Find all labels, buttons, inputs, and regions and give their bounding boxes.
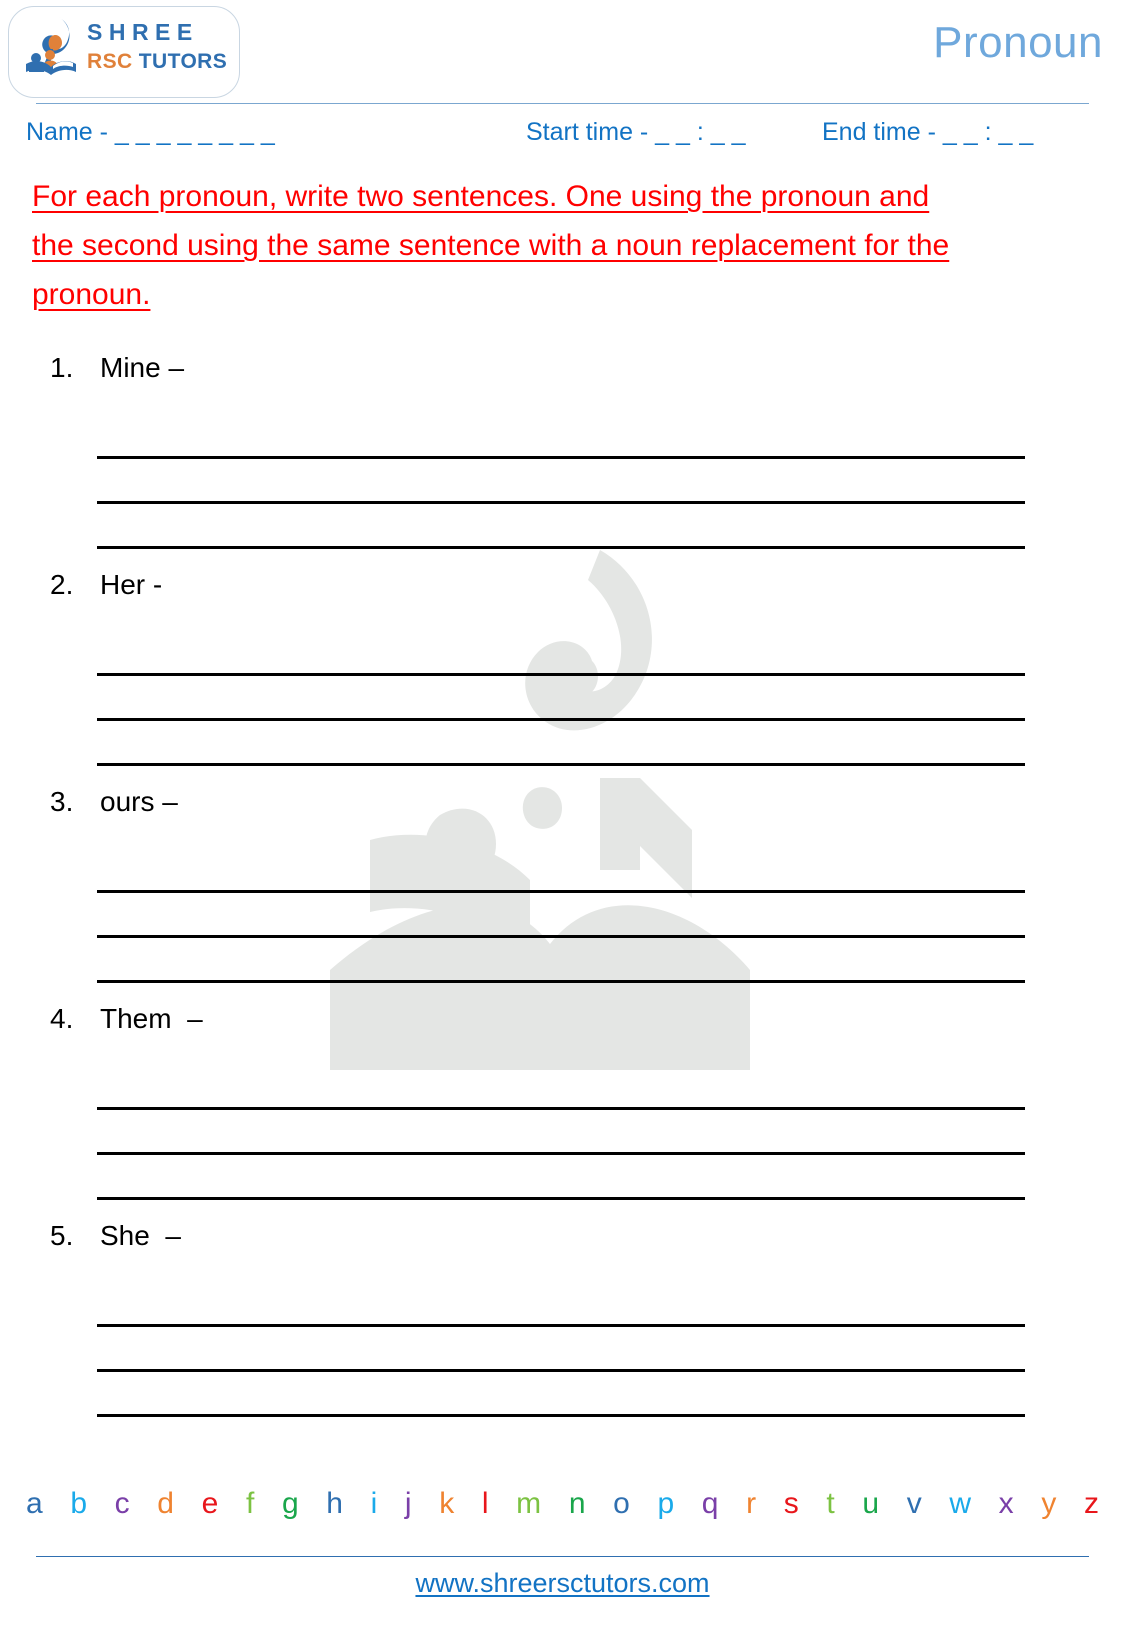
answer-line[interactable]	[97, 1065, 1025, 1110]
alphabet-letter: l	[481, 1487, 489, 1520]
start-time-field-label[interactable]: Start time - _ _ : _ _	[526, 118, 746, 146]
alphabet-letter: t	[826, 1487, 835, 1520]
answer-line[interactable]	[97, 676, 1025, 721]
answer-line[interactable]	[97, 1372, 1025, 1417]
instruction-text: For each pronoun, write two sentences. One using the pronoun and the second using the same sentence with a noun replacement for the pronoun.	[32, 180, 950, 311]
alphabet-letter: z	[1083, 1487, 1099, 1520]
question-pronoun-label: Mine –	[100, 352, 185, 383]
question-block	[0, 1003, 1125, 1220]
end-time-field-label[interactable]: End time - _ _ : _ _	[822, 118, 1034, 146]
alphabet-letter: s	[783, 1487, 799, 1520]
question-block	[0, 352, 1125, 569]
alphabet-letter: p	[657, 1487, 675, 1520]
page-title: Pronoun	[933, 18, 1103, 67]
answer-line[interactable]	[97, 1327, 1025, 1372]
answer-line[interactable]	[97, 414, 1025, 459]
header-divider	[36, 103, 1089, 104]
footer-website-link[interactable]: www.shreersctutors.com	[415, 1568, 710, 1598]
question-block	[0, 1220, 1125, 1437]
answer-line[interactable]	[97, 1155, 1025, 1200]
alphabet-letter: j	[404, 1487, 412, 1520]
question-heading	[0, 1220, 1125, 1274]
page-header	[0, 0, 1125, 104]
question-heading	[0, 786, 1125, 840]
question-number: 1.	[50, 352, 74, 383]
answer-line[interactable]	[97, 631, 1025, 676]
alphabet-letter: o	[613, 1487, 630, 1520]
logo-tutors-text: TUTORS	[138, 49, 228, 73]
question-number: 4.	[50, 1003, 74, 1034]
answer-line[interactable]	[97, 893, 1025, 938]
name-field-label[interactable]: Name - _ _ _ _ _ _ _ _	[26, 118, 275, 146]
alphabet-letter: w	[949, 1487, 972, 1520]
question-list	[0, 352, 1125, 1437]
question-number: 5.	[50, 1220, 74, 1251]
logo-secondary-text	[87, 51, 227, 72]
logo-primary-text: SHREE	[87, 18, 199, 45]
answer-line[interactable]	[97, 1110, 1025, 1155]
logo-container	[8, 6, 240, 98]
answer-lines	[97, 414, 1025, 549]
question-pronoun-label: She –	[100, 1220, 181, 1251]
alphabet-letter: k	[439, 1487, 455, 1520]
alphabet-letter: c	[114, 1487, 130, 1520]
alphabet-letter: e	[201, 1487, 219, 1520]
answer-lines	[97, 1282, 1025, 1417]
answer-lines	[97, 1065, 1025, 1200]
question-pronoun-label: Her -	[100, 569, 163, 600]
answer-line[interactable]	[97, 848, 1025, 893]
alphabet-letter: f	[245, 1487, 255, 1520]
question-pronoun-label: ours –	[100, 786, 178, 817]
alphabet-letter: b	[70, 1487, 88, 1520]
alphabet-letter: q	[701, 1487, 719, 1520]
answer-lines	[97, 631, 1025, 766]
answer-lines	[97, 848, 1025, 983]
question-number: 2.	[50, 569, 74, 600]
alphabet-letter: v	[906, 1487, 922, 1520]
shree-rsc-tutors-logo-icon	[23, 15, 79, 77]
question-number: 3.	[50, 786, 74, 817]
question-block	[0, 569, 1125, 786]
alphabet-letter: d	[157, 1487, 174, 1520]
alphabet-letter: n	[568, 1487, 586, 1520]
question-pronoun-label: Them –	[100, 1003, 203, 1034]
answer-line[interactable]	[97, 938, 1025, 983]
meta-row	[0, 118, 1125, 158]
question-heading	[0, 1003, 1125, 1057]
answer-line[interactable]	[97, 721, 1025, 766]
answer-line[interactable]	[97, 459, 1025, 504]
alphabet-letter: h	[326, 1487, 343, 1520]
alphabet-letter: a	[26, 1487, 43, 1520]
alphabet-letter: x	[998, 1487, 1014, 1520]
alphabet-letter: g	[281, 1487, 299, 1520]
logo-rsc-text: RSC	[87, 49, 133, 73]
question-heading	[0, 352, 1125, 406]
alphabet-letter: i	[370, 1487, 378, 1520]
answer-line[interactable]	[97, 1282, 1025, 1327]
answer-line[interactable]	[97, 504, 1025, 549]
question-heading	[0, 569, 1125, 623]
footer-divider	[36, 1556, 1089, 1557]
alphabet-letter: u	[862, 1487, 880, 1520]
alphabet-letter: m	[516, 1487, 542, 1520]
alphabet-strip	[0, 1487, 1125, 1521]
question-block	[0, 786, 1125, 1003]
alphabet-letter: r	[746, 1487, 757, 1520]
alphabet-letter: y	[1041, 1487, 1057, 1520]
